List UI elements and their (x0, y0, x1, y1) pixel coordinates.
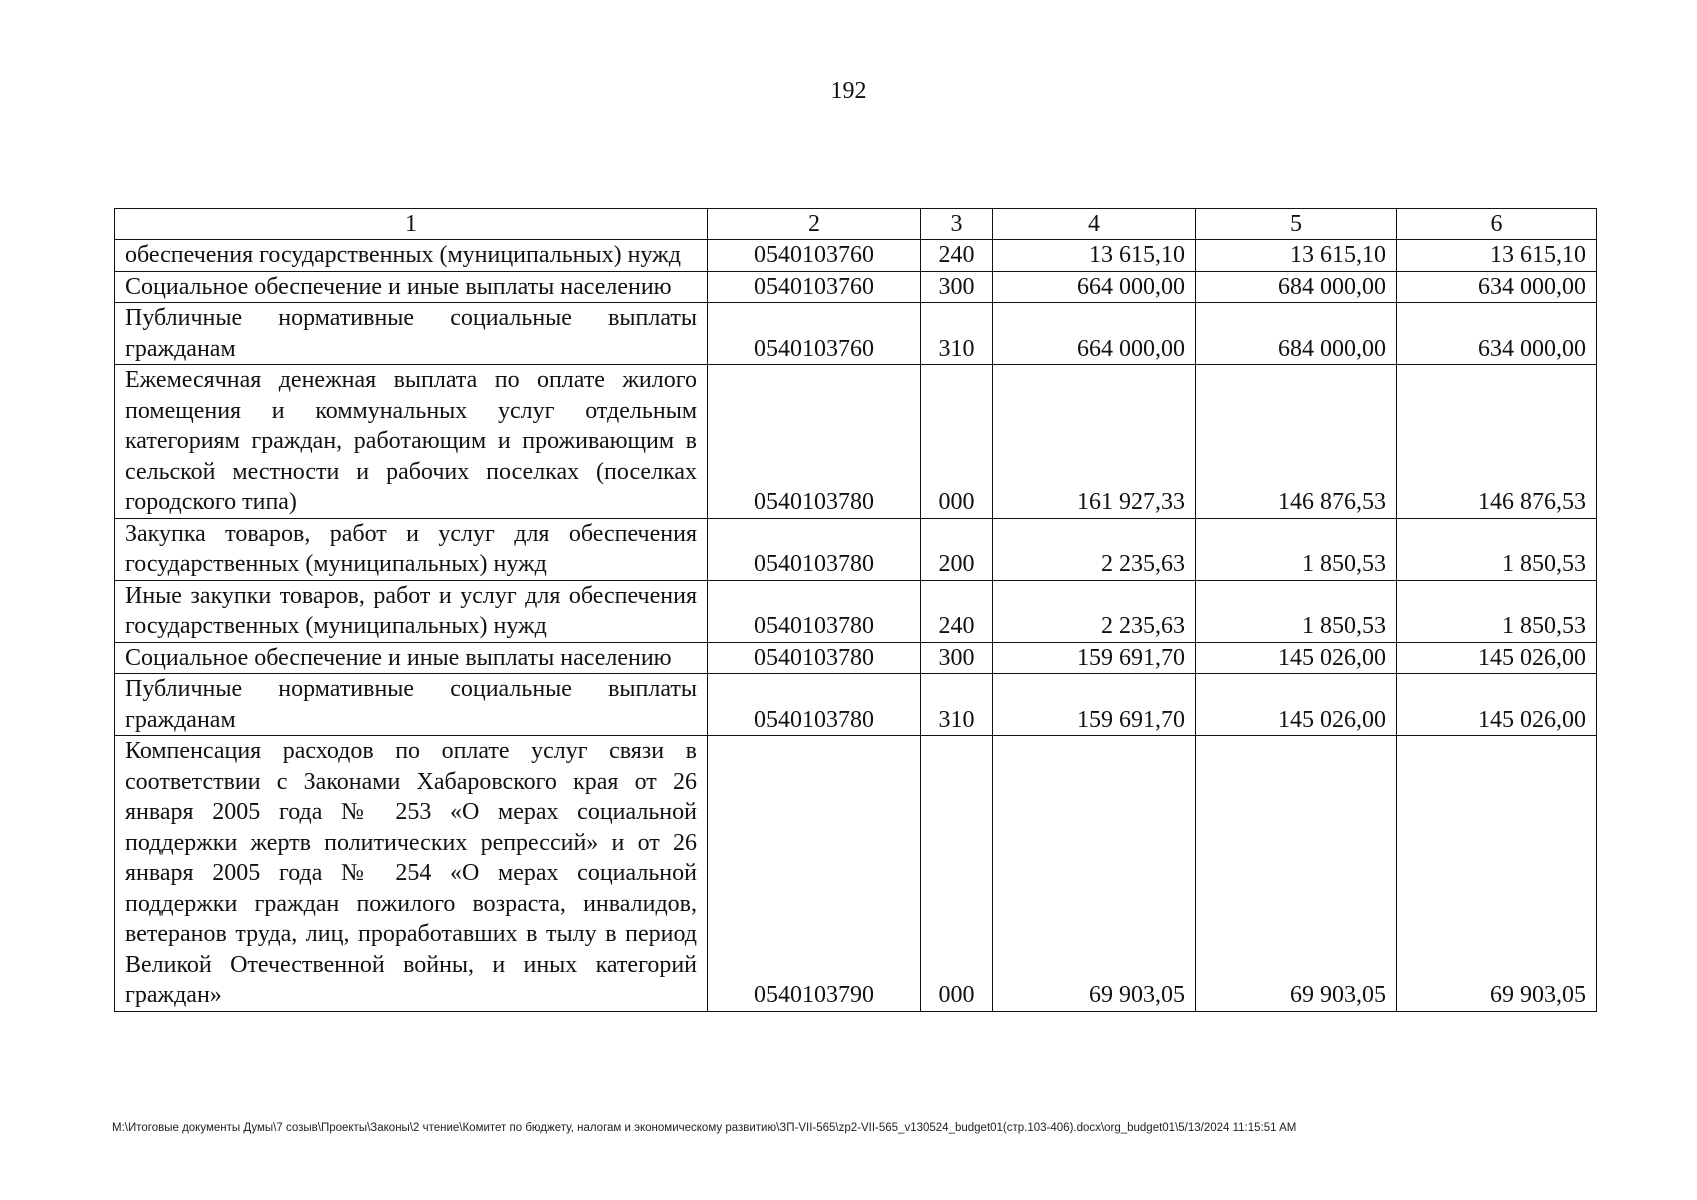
expense-name: Социальное обеспечение и иные выплаты населению (115, 271, 708, 303)
expense-name: Публичные нормативные социальные выплаты гражданам (115, 674, 708, 736)
table-row (115, 240, 1597, 272)
expense-type-code: 310 (921, 674, 993, 736)
page-number: 192 (830, 78, 867, 104)
column-header: 2 (708, 209, 921, 240)
amount-col-4: 159 691,70 (993, 674, 1196, 736)
table-row (115, 271, 1597, 303)
table-header-row (115, 209, 1597, 240)
amount-col-4: 664 000,00 (993, 303, 1196, 365)
target-article-code: 0540103780 (708, 642, 921, 674)
amount-col-5: 146 876,53 (1196, 365, 1397, 519)
expense-type-code: 300 (921, 271, 993, 303)
expense-type-code: 240 (921, 580, 993, 642)
column-header: 1 (115, 209, 708, 240)
expense-name: Ежемесячная денежная выплата по оплате жилого помещения и коммунальных услуг отдельным категориям граждан, работающим и проживающим в сельской местности и рабочих поселках (поселках городского типа) (115, 365, 708, 519)
budget-table (114, 208, 1597, 1012)
target-article-code: 0540103760 (708, 240, 921, 272)
amount-col-6: 634 000,00 (1397, 303, 1597, 365)
amount-col-6: 145 026,00 (1397, 674, 1597, 736)
table-row (115, 303, 1597, 365)
amount-col-5: 13 615,10 (1196, 240, 1397, 272)
table-row (115, 580, 1597, 642)
table-row (115, 518, 1597, 580)
amount-col-5: 684 000,00 (1196, 271, 1397, 303)
target-article-code: 0540103790 (708, 736, 921, 1012)
amount-col-4: 161 927,33 (993, 365, 1196, 519)
expense-type-code: 000 (921, 736, 993, 1012)
amount-col-6: 1 850,53 (1397, 518, 1597, 580)
target-article-code: 0540103760 (708, 271, 921, 303)
expense-name: Закупка товаров, работ и услуг для обеспечения государственных (муниципальных) нужд (115, 518, 708, 580)
expense-type-code: 000 (921, 365, 993, 519)
table-row (115, 642, 1597, 674)
expense-name: Компенсация расходов по оплате услуг связи в соответствии с Законами Хабаровского края от 26 января 2005 года № 253 «О мерах социальной поддержки жертв политических репрессий» и от 26 января 2005 года № 254 «О мерах социальной поддержки граждан пожилого возраста, инвалидов, ветеранов труда, лиц, проработавших в тылу в период Великой Отечественной войны, и иных категорий граждан» (115, 736, 708, 1012)
table-row (115, 736, 1597, 1012)
expense-name: Иные закупки товаров, работ и услуг для обеспечения государственных (муниципальных) нужд (115, 580, 708, 642)
amount-col-4: 2 235,63 (993, 580, 1196, 642)
expense-type-code: 200 (921, 518, 993, 580)
table-row (115, 365, 1597, 519)
amount-col-6: 69 903,05 (1397, 736, 1597, 1012)
amount-col-5: 69 903,05 (1196, 736, 1397, 1012)
amount-col-6: 13 615,10 (1397, 240, 1597, 272)
target-article-code: 0540103780 (708, 365, 921, 519)
amount-col-5: 1 850,53 (1196, 580, 1397, 642)
column-header: 6 (1397, 209, 1597, 240)
expense-type-code: 240 (921, 240, 993, 272)
expense-type-code: 300 (921, 642, 993, 674)
target-article-code: 0540103780 (708, 674, 921, 736)
amount-col-4: 2 235,63 (993, 518, 1196, 580)
amount-col-4: 69 903,05 (993, 736, 1196, 1012)
amount-col-6: 634 000,00 (1397, 271, 1597, 303)
amount-col-4: 13 615,10 (993, 240, 1196, 272)
amount-col-6: 1 850,53 (1397, 580, 1597, 642)
expense-type-code: 310 (921, 303, 993, 365)
table-row (115, 674, 1597, 736)
amount-col-5: 684 000,00 (1196, 303, 1397, 365)
target-article-code: 0540103780 (708, 580, 921, 642)
target-article-code: 0540103780 (708, 518, 921, 580)
amount-col-5: 145 026,00 (1196, 642, 1397, 674)
expense-name: Социальное обеспечение и иные выплаты населению (115, 642, 708, 674)
amount-col-6: 146 876,53 (1397, 365, 1597, 519)
target-article-code: 0540103760 (708, 303, 921, 365)
expense-name: Публичные нормативные социальные выплаты гражданам (115, 303, 708, 365)
column-header: 5 (1196, 209, 1397, 240)
amount-col-4: 159 691,70 (993, 642, 1196, 674)
column-header: 4 (993, 209, 1196, 240)
amount-col-4: 664 000,00 (993, 271, 1196, 303)
document-file-path: M:\Итоговые документы Думы\7 созыв\Проекты\Законы\2 чтение\Комитет по бюджету, налогам и экономическому развитию\ЗП-VII-565\zp2-VII-565_v130524_budget01(стр.103-406).docx\org_budget01\5/13/2024 11:15:51 AM (112, 1122, 1297, 1134)
amount-col-5: 1 850,53 (1196, 518, 1397, 580)
expense-name: обеспечения государственных (муниципальных) нужд (115, 240, 708, 272)
amount-col-6: 145 026,00 (1397, 642, 1597, 674)
amount-col-5: 145 026,00 (1196, 674, 1397, 736)
column-header: 3 (921, 209, 993, 240)
